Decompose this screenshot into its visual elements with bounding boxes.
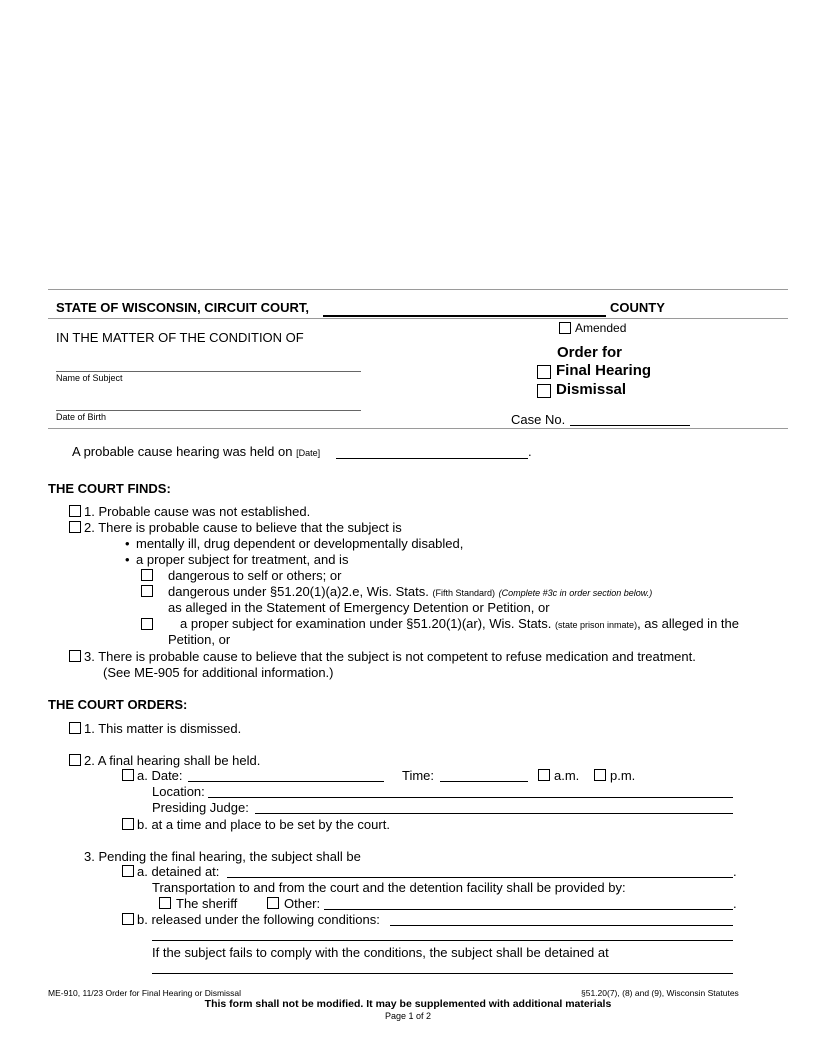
location-label: Location: (152, 784, 205, 799)
hearing-date-field[interactable] (336, 458, 528, 459)
dismissal-checkbox[interactable] (537, 384, 551, 398)
orders-2b-checkbox[interactable] (122, 818, 134, 830)
released-label: b. released under the following conditions: (137, 912, 380, 927)
finds-2-checkbox[interactable] (69, 521, 81, 533)
am-checkbox[interactable] (538, 769, 550, 781)
header-top-rule (48, 289, 788, 290)
statutes: §51.20(7), (8) and (9), Wisconsin Statutes (581, 988, 739, 998)
case-no-field[interactable] (570, 425, 690, 426)
other-checkbox[interactable] (267, 897, 279, 909)
finds-3-text: 3. There is probable cause to believe that the subject is not competent to refuse medication and treatment. (84, 649, 696, 664)
conditions-input-1[interactable] (390, 925, 733, 926)
finds-opt-2-main: dangerous under §51.20(1)(a)2.e, Wis. Stats. (168, 584, 429, 599)
bullet-icon: • (125, 552, 130, 567)
orders-heading: THE COURT ORDERS: (48, 697, 188, 712)
name-label: Name of Subject (56, 373, 123, 383)
intro-text (72, 444, 320, 459)
judge-input[interactable] (255, 813, 733, 814)
intro-date-label: [Date] (296, 448, 321, 458)
finds-opt-2-note: (Complete #3c in order section below.) (498, 588, 653, 598)
finds-opt-3-checkbox[interactable] (141, 618, 153, 630)
page-number: Page 1 of 2 (384, 1011, 432, 1021)
hearing-date-input[interactable] (188, 781, 384, 782)
judge-label: Presiding Judge: (152, 800, 249, 815)
finds-opt-3-small: (state prison inmate) (555, 620, 638, 630)
finds-1-text: 1. Probable cause was not established. (84, 504, 311, 519)
location-input[interactable] (208, 797, 733, 798)
finds-heading: THE COURT FINDS: (48, 481, 171, 496)
matter-label: IN THE MATTER OF THE CONDITION OF (56, 330, 304, 345)
bullet-icon: • (125, 536, 130, 551)
finds-1-checkbox[interactable] (69, 505, 81, 517)
county-field[interactable] (323, 315, 606, 317)
finds-opt-3-text (180, 616, 739, 631)
header-bottom-rule (48, 428, 788, 429)
footer-notice: This form shall not be modified. It may be supplemented with additional materials (204, 998, 612, 1010)
name-field[interactable] (56, 371, 361, 372)
amended-checkbox[interactable] (559, 322, 571, 334)
conditions-input-2[interactable] (152, 940, 733, 941)
time-label: Time: (402, 768, 435, 783)
dismissal-title: Dismissal (556, 381, 627, 398)
detained-period: . (733, 864, 737, 879)
orders-2-text: 2. A final hearing shall be held. (84, 753, 261, 768)
header-second-rule (48, 318, 788, 319)
released-checkbox[interactable] (122, 913, 134, 925)
sheriff-label: The sheriff (176, 896, 238, 911)
finds-bullet-2: a proper subject for treatment, and is (136, 552, 349, 567)
fails-text: If the subject fails to comply with the conditions, the subject shall be detained at (152, 945, 609, 960)
finds-opt-2-checkbox[interactable] (141, 585, 153, 597)
am-label: a.m. (554, 768, 580, 783)
hearing-time-input[interactable] (440, 781, 528, 782)
form-id: ME-910, 11/23 Order for Final Hearing or Dismissal (48, 988, 242, 998)
other-period: . (733, 896, 737, 911)
finds-opt-3-line2: Petition, or (168, 632, 231, 647)
detained-input[interactable] (227, 877, 733, 878)
finds-bullet-1: mentally ill, drug dependent or developmentally disabled, (136, 536, 464, 551)
sheriff-checkbox[interactable] (159, 897, 171, 909)
transport-text: Transportation to and from the court and the detention facility shall be provided by: (152, 880, 626, 895)
orders-3-text: 3. Pending the final hearing, the subject shall be (84, 849, 361, 864)
finds-2-text: 2. There is probable cause to believe that the subject is (84, 520, 402, 535)
county-label: COUNTY (610, 300, 665, 315)
pm-checkbox[interactable] (594, 769, 606, 781)
intro-period: . (528, 444, 532, 459)
finds-opt-3-main: a proper subject for examination under §51.20(1)(ar), Wis. Stats. (180, 616, 552, 631)
case-no-label: Case No. (511, 412, 566, 427)
orders-1-checkbox[interactable] (69, 722, 81, 734)
orders-2b-text: b. at a time and place to be set by the court. (137, 817, 390, 832)
finds-3-line2: (See ME-905 for additional information.) (103, 665, 334, 680)
finds-opt-2-line2: as alleged in the Statement of Emergency Detention or Petition, or (168, 600, 550, 615)
detained-label: a. detained at: (137, 864, 220, 879)
finds-opt-1-checkbox[interactable] (141, 569, 153, 581)
fails-input[interactable] (152, 973, 733, 974)
orders-2a-label: a. Date: (137, 768, 183, 783)
final-hearing-title: Final Hearing (556, 362, 652, 379)
intro-label: A probable cause hearing was held on (72, 444, 293, 459)
orders-2-checkbox[interactable] (69, 754, 81, 766)
amended-label: Amended (575, 321, 627, 335)
detained-checkbox[interactable] (122, 865, 134, 877)
pm-label: p.m. (610, 768, 636, 783)
state-court-label: STATE OF WISCONSIN, CIRCUIT COURT, (56, 300, 310, 315)
dob-field[interactable] (56, 410, 361, 411)
other-label: Other: (284, 896, 321, 911)
finds-opt-2-text (168, 584, 652, 599)
finds-3-checkbox[interactable] (69, 650, 81, 662)
other-input[interactable] (324, 909, 733, 910)
finds-opt-1-text: dangerous to self or others; or (168, 568, 342, 583)
order-for-title: Order for (557, 344, 623, 361)
orders-2a-checkbox[interactable] (122, 769, 134, 781)
finds-opt-3-end: , as alleged in the (637, 616, 739, 631)
dob-label: Date of Birth (56, 412, 107, 422)
final-hearing-checkbox[interactable] (537, 365, 551, 379)
orders-1-text: 1. This matter is dismissed. (84, 721, 242, 736)
finds-opt-2-small: (Fifth Standard) (432, 588, 496, 598)
